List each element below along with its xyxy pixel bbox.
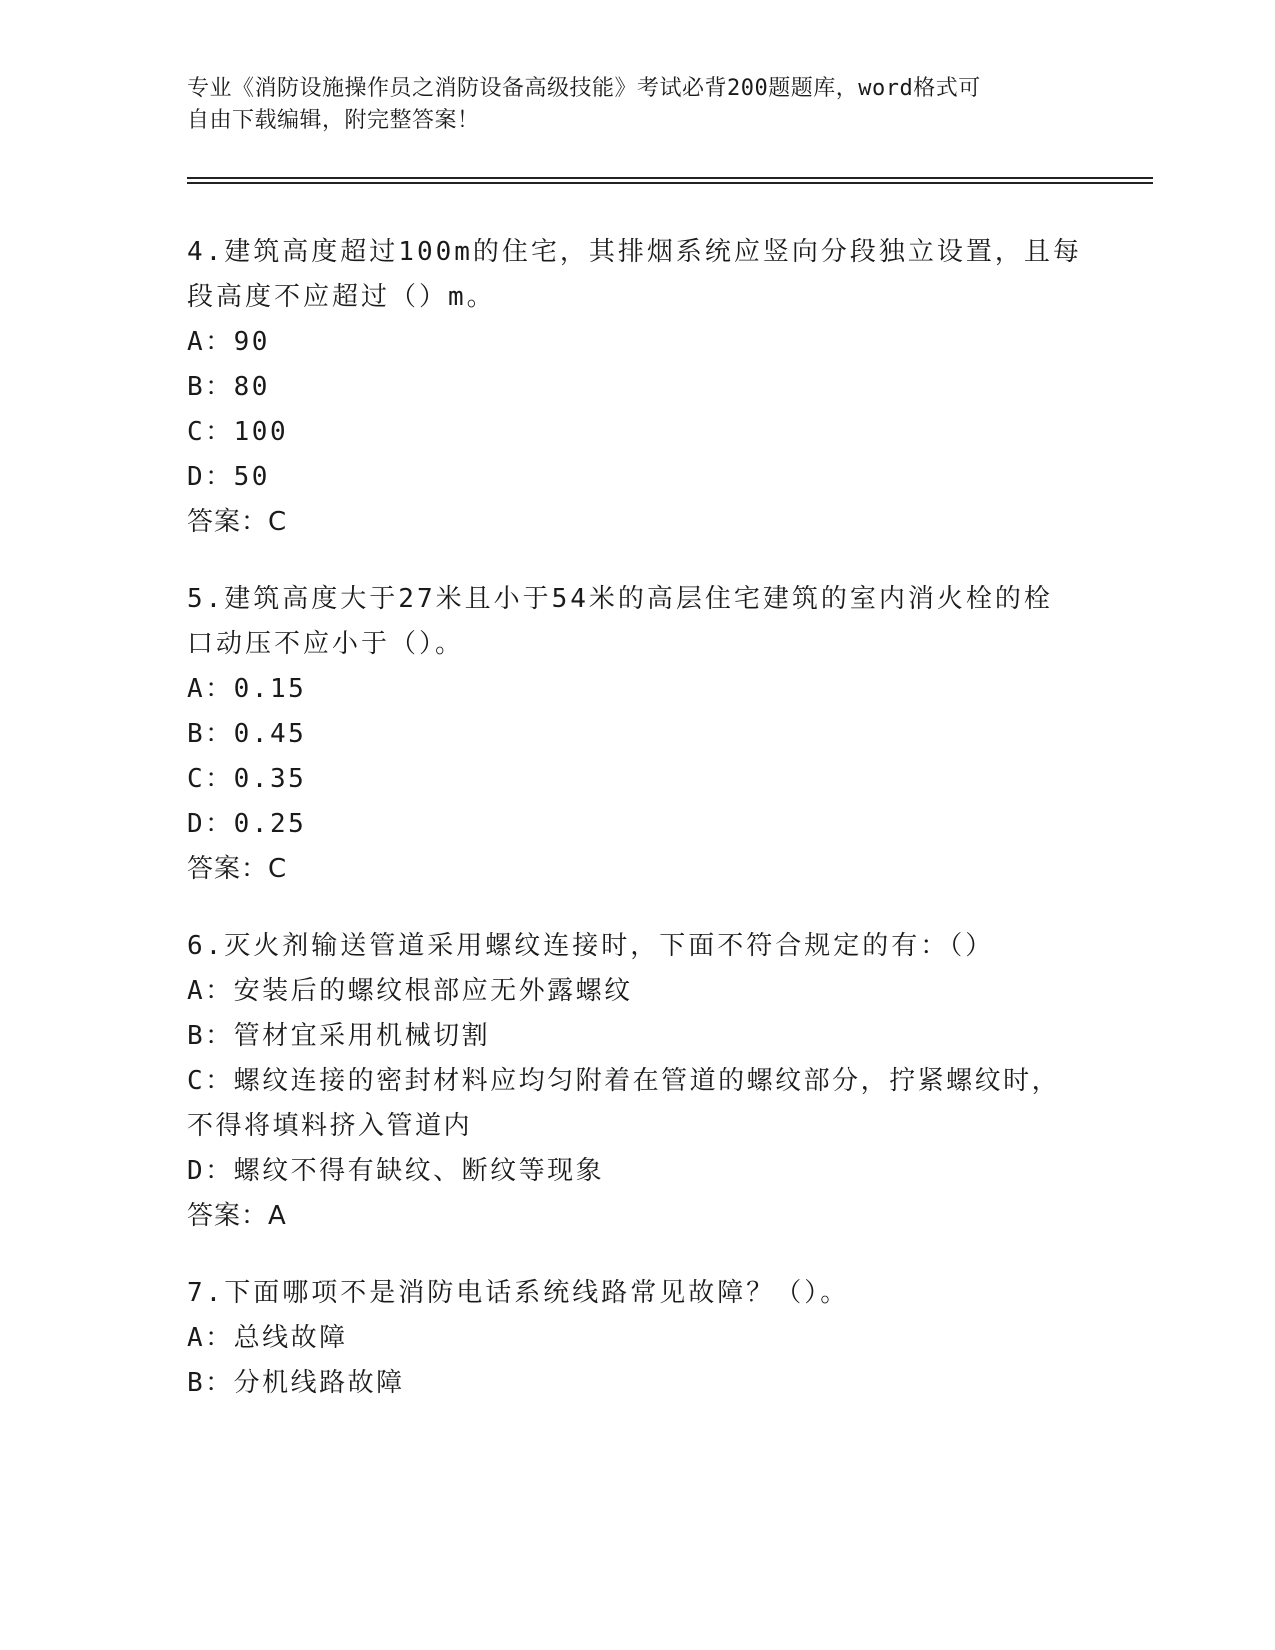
option-c-continued: 不得将填料挤入管道内	[187, 1111, 473, 1141]
question-text-line-2: 口动压不应小于（）。	[187, 629, 465, 659]
option-key: A：	[187, 1323, 234, 1353]
header-line-1: 专业《消防设施操作员之消防设备高级技能》考试必背200题题库，word格式可	[187, 76, 981, 101]
question-7	[187, 1271, 1087, 1406]
option-text: 50	[233, 462, 270, 492]
question-text-line-1: 5.建筑高度大于27米且小于54米的高层住宅建筑的室内消火栓的栓	[187, 584, 1053, 614]
option-c	[187, 757, 1087, 802]
question-6	[187, 924, 1087, 1239]
answer: 答案：C	[187, 507, 288, 537]
option-d	[187, 455, 1087, 500]
option-b	[187, 1014, 1087, 1059]
option-key: C：	[187, 417, 234, 447]
question-4	[187, 230, 1087, 545]
answer: 答案：A	[187, 1201, 287, 1231]
option-key: C：	[187, 764, 234, 794]
option-text: 总线故障	[233, 1323, 348, 1353]
question-text-line-1: 7.下面哪项不是消防电话系统线路常见故障？（）。	[187, 1278, 850, 1308]
option-text: 螺纹不得有缺纹、断纹等现象	[233, 1156, 605, 1186]
option-b	[187, 1361, 1087, 1406]
option-c	[187, 410, 1087, 455]
option-a	[187, 969, 1087, 1014]
option-a	[187, 320, 1087, 365]
question-text-line-1: 6.灭火剂输送管道采用螺纹连接时，下面不符合规定的有：（）	[187, 931, 995, 961]
option-text: 80	[233, 372, 270, 402]
option-text: 0.35	[233, 764, 307, 794]
option-key: C：	[187, 1066, 234, 1096]
header-divider-bottom	[187, 182, 1153, 184]
option-text: 0.15	[233, 674, 307, 704]
header-divider-top	[187, 177, 1153, 179]
option-a	[187, 1316, 1087, 1361]
option-key: B：	[187, 719, 234, 749]
option-text: 0.45	[233, 719, 307, 749]
option-d	[187, 1149, 1087, 1194]
question-5	[187, 577, 1087, 892]
option-text: 100	[233, 417, 289, 447]
option-text: 分机线路故障	[233, 1368, 405, 1398]
option-b	[187, 365, 1087, 410]
option-text: 0.25	[233, 809, 307, 839]
question-text-line-2: 段高度不应超过（）m。	[187, 282, 496, 312]
question-text-line-1: 4.建筑高度超过100m的住宅，其排烟系统应竖向分段独立设置，且每	[187, 237, 1082, 267]
option-key: D：	[187, 809, 234, 839]
option-key: B：	[187, 1368, 234, 1398]
answer: 答案：C	[187, 854, 288, 884]
option-key: D：	[187, 1156, 234, 1186]
option-d	[187, 802, 1087, 847]
option-b	[187, 712, 1087, 757]
option-c	[187, 1059, 1087, 1104]
option-text: 90	[233, 327, 270, 357]
option-text: 管材宜采用机械切割	[233, 1021, 491, 1051]
document-header	[187, 73, 1087, 137]
option-key: A：	[187, 327, 234, 357]
question-list	[187, 230, 1087, 1438]
option-text: 安装后的螺纹根部应无外露螺纹	[233, 976, 633, 1006]
option-key: A：	[187, 674, 234, 704]
option-text: 螺纹连接的密封材料应均匀附着在管道的螺纹部分，拧紧螺纹时，	[233, 1066, 1061, 1096]
option-a	[187, 667, 1087, 712]
header-line-2: 自由下载编辑，附完整答案！	[187, 108, 480, 133]
option-key: B：	[187, 1021, 234, 1051]
option-key: B：	[187, 372, 234, 402]
option-key: A：	[187, 976, 234, 1006]
option-key: D：	[187, 462, 234, 492]
